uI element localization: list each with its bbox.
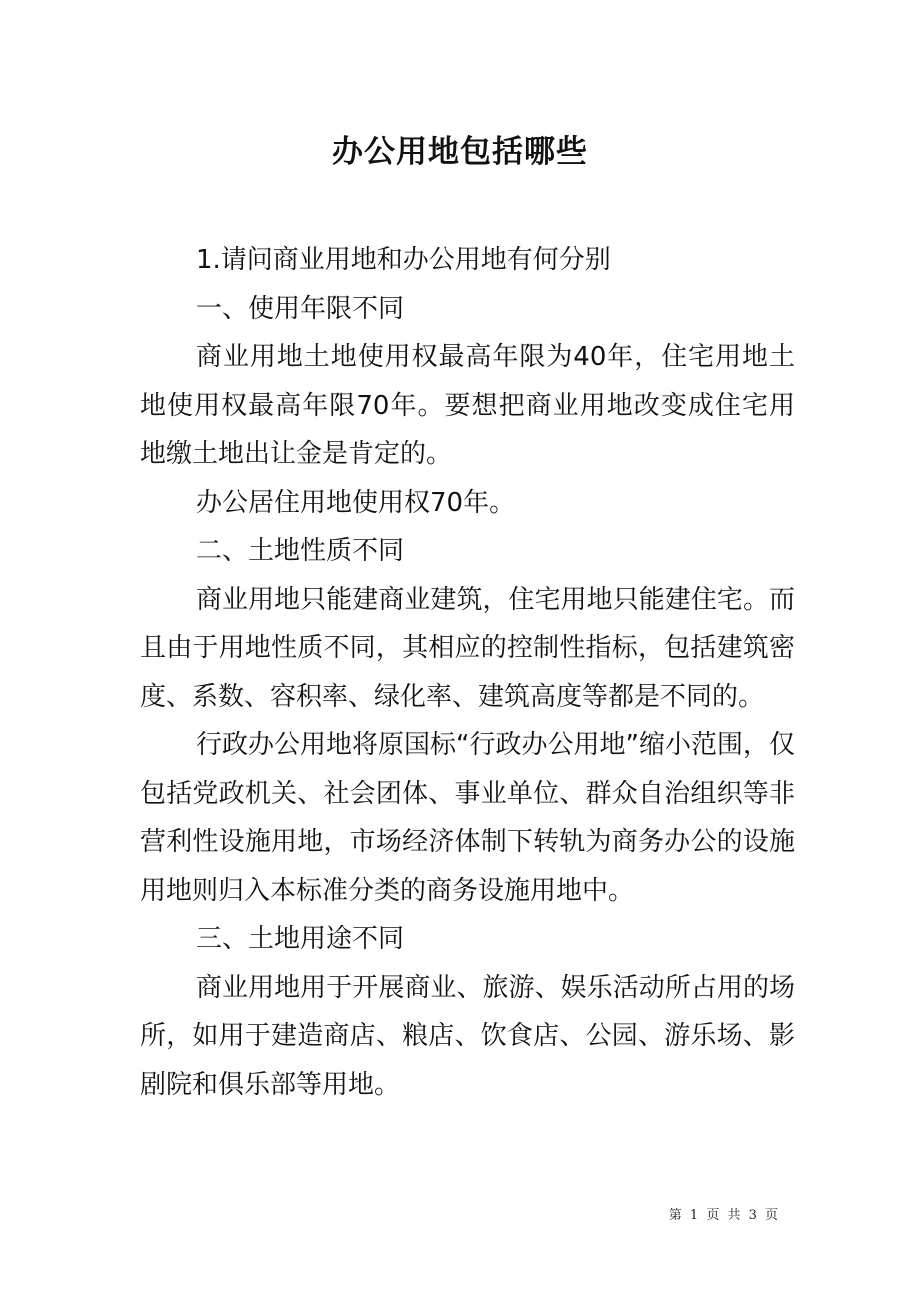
document-title: 办公用地包括哪些: [332, 134, 588, 170]
section-heading-land-nature: 二、土地性质不同: [196, 536, 405, 566]
document-body: [140, 236, 795, 1109]
paragraph-question: 1.请问商业用地和办公用地有何分别: [196, 245, 611, 275]
paragraph-office-residential-term: 办公居住用地使用权70年。: [196, 487, 516, 518]
paragraph-usage-term: 商业用地土地使用权最高年限为40年，住宅用地土地使用权最高年限70年。要想把商业用地改变成住宅用地缴土地出让金是肯定的。: [140, 342, 795, 469]
section-heading-land-use: 三、土地用途不同: [196, 924, 405, 954]
page-number-footer: 第 1 页 共 3 页: [668, 1208, 780, 1223]
paragraph-administrative-office: 行政办公用地将原国标“行政办公用地”缩小范围，仅包括党政机关、社会团体、事业单位、群众自治组织等非营利性设施用地，市场经济体制下转轨为商务办公的设施用地则归入本标准分类的商务设施用地中。: [140, 730, 795, 906]
section-heading-usage-term: 一、使用年限不同: [196, 293, 405, 324]
paragraph-land-nature: 商业用地只能建商业建筑，住宅用地只能建住宅。而且由于用地性质不同，其相应的控制性指标，包括建筑密度、系数、容积率、绿化率、建筑高度等都是不同的。: [140, 584, 795, 712]
paragraph-land-use: 商业用地用于开展商业、旅游、娱乐活动所占用的场所，如用于建造商店、粮店、饮食店、公园、游乐场、影剧院和俱乐部等用地。: [140, 972, 795, 1100]
